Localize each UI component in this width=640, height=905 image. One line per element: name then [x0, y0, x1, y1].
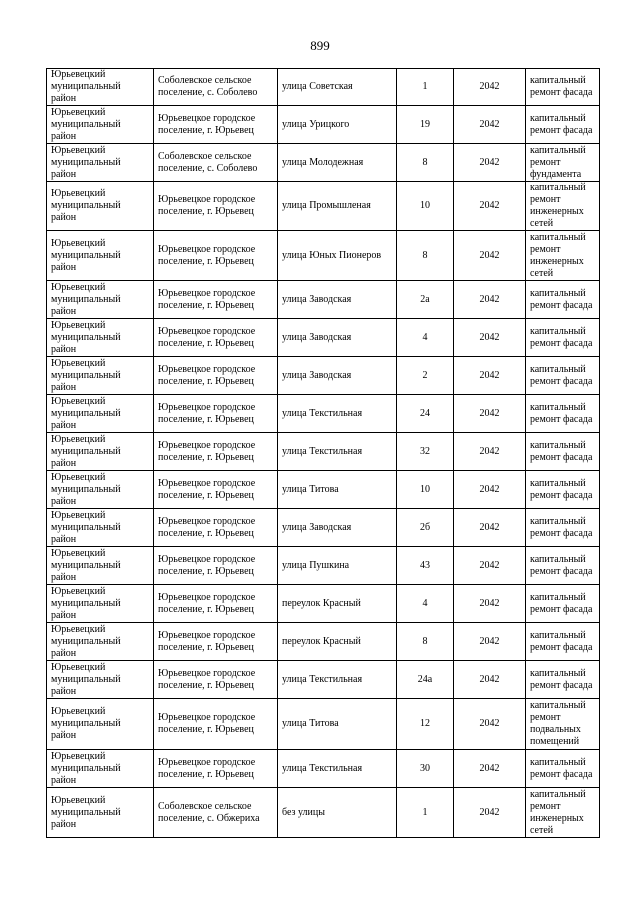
district-cell-text: Юрьевецкий муниципальный район	[51, 433, 121, 469]
district-cell-text: Юрьевецкий муниципальный район	[51, 357, 121, 393]
work-type-cell	[526, 281, 600, 319]
year-cell-text: 2042	[479, 673, 500, 685]
table-row	[47, 182, 600, 231]
street-cell	[278, 395, 397, 433]
settlement-cell-text: Юрьевецкое городское поселение, г. Юрьевец	[158, 194, 256, 217]
work-type-cell	[526, 623, 600, 661]
district-cell-text: Юрьевецкий муниципальный район	[51, 585, 121, 621]
settlement-cell-text: Юрьевецкое городское поселение, г. Юрьевец	[158, 553, 256, 577]
district-cell-text: Юрьевецкий муниципальный район	[51, 395, 121, 431]
settlement-cell	[154, 547, 278, 585]
settlement-cell-text: Соболевское сельское поселение, с. Соболево	[158, 150, 258, 174]
table-row	[47, 788, 600, 838]
settlement-cell	[154, 395, 278, 433]
table-row	[47, 433, 600, 471]
district-cell	[47, 623, 154, 661]
district-cell	[47, 750, 154, 788]
year-cell-text: 2042	[479, 293, 500, 305]
work-type-cell	[526, 471, 600, 509]
settlement-cell-text: Юрьевецкое городское поселение, г. Юрьевец	[158, 287, 256, 311]
house-number-cell-text: 12	[420, 718, 430, 729]
table-row	[47, 471, 600, 509]
house-number-cell-text: 1	[422, 806, 428, 818]
work-type-cell	[526, 144, 600, 182]
year-cell-text: 2042	[479, 559, 500, 571]
house-number-cell-text: 8	[422, 249, 428, 261]
work-type-cell	[526, 750, 600, 788]
table-row	[47, 509, 600, 547]
table-row	[47, 661, 600, 699]
house-number-cell-text: 8	[422, 156, 428, 168]
year-cell-text: 2042	[479, 407, 500, 419]
settlement-cell	[154, 281, 278, 319]
settlement-cell	[154, 471, 278, 509]
table-row	[47, 144, 600, 182]
table-row	[47, 585, 600, 623]
house-number-cell-text: 1	[422, 81, 428, 92]
year-cell	[454, 788, 526, 838]
settlement-cell-text: Юрьевецкое городское поселение, г. Юрьевец	[158, 712, 256, 735]
street-cell-text: улица Заводская	[282, 369, 352, 381]
street-cell	[278, 547, 397, 585]
house-number-cell	[397, 699, 454, 750]
street-cell-text: улица Текстильная	[282, 673, 363, 685]
settlement-cell	[154, 182, 278, 231]
year-cell-text: 2042	[479, 118, 500, 130]
work-type-cell	[526, 547, 600, 585]
street-cell-text: улица Текстильная	[282, 407, 363, 419]
settlement-cell	[154, 433, 278, 471]
district-cell-text: Юрьевецкий муниципальный район	[51, 794, 121, 830]
house-number-cell-text: 2б	[419, 521, 431, 533]
year-cell	[454, 144, 526, 182]
year-cell-text: 2042	[479, 521, 500, 533]
work-type-cell	[526, 585, 600, 623]
work-type-cell-text: капитальный ремонт фасада	[530, 515, 593, 539]
house-number-cell	[397, 750, 454, 788]
year-cell	[454, 395, 526, 433]
settlement-cell	[154, 144, 278, 182]
work-type-cell-text: капитальный ремонт фасада	[530, 756, 593, 780]
table-row	[47, 547, 600, 585]
year-cell	[454, 231, 526, 281]
table-row	[47, 231, 600, 281]
work-type-cell	[526, 106, 600, 144]
year-cell	[454, 623, 526, 661]
work-type-cell-text: капитальный ремонт фасада	[530, 112, 593, 136]
work-type-cell	[526, 182, 600, 231]
table-row	[47, 357, 600, 395]
settlement-cell-text: Юрьевецкое городское поселение, г. Юрьевец	[158, 629, 256, 653]
settlement-cell-text: Юрьевецкое городское поселение, г. Юрьевец	[158, 667, 256, 691]
work-type-cell	[526, 433, 600, 471]
year-cell-text: 2042	[479, 200, 500, 211]
house-number-cell-text: 30	[420, 762, 430, 774]
year-cell-text: 2042	[479, 81, 500, 92]
street-cell	[278, 231, 397, 281]
district-cell	[47, 231, 154, 281]
house-number-cell	[397, 106, 454, 144]
settlement-cell-text: Юрьевецкое городское поселение, г. Юрьевец	[158, 477, 256, 501]
table-row	[47, 699, 600, 750]
district-cell	[47, 788, 154, 838]
house-number-cell	[397, 433, 454, 471]
district-cell	[47, 281, 154, 319]
district-cell	[47, 699, 154, 750]
settlement-cell	[154, 788, 278, 838]
table-row	[47, 395, 600, 433]
settlement-cell	[154, 699, 278, 750]
work-type-cell-text: капитальный ремонт фасада	[530, 75, 593, 98]
year-cell	[454, 585, 526, 623]
street-cell-text: улица Заводская	[282, 331, 352, 343]
work-type-cell-text: капитальный ремонт инженерных сетей	[530, 231, 586, 279]
settlement-cell-text: Юрьевецкое городское поселение, г. Юрьевец	[158, 401, 256, 425]
district-cell-text: Юрьевецкий муниципальный район	[51, 547, 121, 583]
settlement-cell-text: Юрьевецкое городское поселение, г. Юрьевец	[158, 243, 256, 267]
year-cell	[454, 281, 526, 319]
house-number-cell	[397, 144, 454, 182]
table-body	[47, 69, 600, 838]
street-cell	[278, 106, 397, 144]
settlement-cell	[154, 661, 278, 699]
settlement-cell	[154, 357, 278, 395]
work-type-cell-text: капитальный ремонт фасада	[530, 477, 593, 501]
house-number-cell-text: 2	[422, 369, 428, 381]
settlement-cell	[154, 585, 278, 623]
table-row	[47, 319, 600, 357]
year-cell-text: 2042	[479, 718, 500, 729]
work-type-cell-text: капитальный ремонт инженерных сетей	[530, 182, 586, 229]
street-cell-text: улица Текстильная	[282, 445, 363, 457]
year-cell	[454, 471, 526, 509]
settlement-cell-text: Юрьевецкое городское поселение, г. Юрьевец	[158, 756, 256, 780]
district-cell	[47, 547, 154, 585]
house-number-cell-text: 43	[420, 559, 430, 571]
work-type-cell	[526, 357, 600, 395]
house-number-cell	[397, 231, 454, 281]
year-cell	[454, 69, 526, 106]
district-cell-text: Юрьевецкий муниципальный район	[51, 706, 121, 741]
house-number-cell-text: 24а	[417, 673, 433, 685]
year-cell-text: 2042	[479, 156, 500, 168]
house-number-cell	[397, 661, 454, 699]
work-type-cell-text: капитальный ремонт фасада	[530, 629, 593, 653]
street-cell	[278, 750, 397, 788]
page-number: 899	[310, 38, 330, 53]
settlement-cell	[154, 509, 278, 547]
house-number-cell-text: 32	[420, 445, 430, 457]
work-type-cell-text: капитальный ремонт фасада	[530, 553, 593, 577]
year-cell	[454, 357, 526, 395]
street-cell	[278, 585, 397, 623]
settlement-cell-text: Юрьевецкое городское поселение, г. Юрьевец	[158, 112, 256, 136]
district-cell-text: Юрьевецкий муниципальный район	[51, 319, 121, 355]
year-cell-text: 2042	[479, 331, 500, 343]
street-cell	[278, 319, 397, 357]
district-cell-text: Юрьевецкий муниципальный район	[51, 623, 121, 659]
settlement-cell-text: Юрьевецкое городское поселение, г. Юрьевец	[158, 325, 256, 349]
district-cell	[47, 661, 154, 699]
settlement-cell	[154, 750, 278, 788]
settlement-cell-text: Юрьевецкое городское поселение, г. Юрьевец	[158, 363, 256, 387]
house-number-cell-text: 19	[420, 118, 430, 130]
settlement-cell-text: Соболевское сельское поселение, с. Обжериха	[158, 800, 260, 824]
district-cell	[47, 106, 154, 144]
year-cell-text: 2042	[479, 249, 500, 261]
house-number-cell-text: 8	[422, 635, 428, 647]
work-type-cell	[526, 699, 600, 750]
street-cell	[278, 69, 397, 106]
work-type-cell-text: капитальный ремонт фасада	[530, 325, 593, 349]
street-cell	[278, 509, 397, 547]
street-cell-text: улица Советская	[282, 81, 353, 92]
year-cell-text: 2042	[479, 445, 500, 457]
district-cell-text: Юрьевецкий муниципальный район	[51, 188, 121, 223]
settlement-cell-text: Юрьевецкое городское поселение, г. Юрьевец	[158, 591, 256, 615]
table-row	[47, 750, 600, 788]
street-cell-text: переулок Красный	[282, 635, 361, 647]
street-cell-text: улица Юных Пионеров	[282, 249, 382, 261]
year-cell-text: 2042	[479, 806, 500, 818]
work-type-cell-text: капитальный ремонт инженерных сетей	[530, 788, 586, 836]
district-cell	[47, 509, 154, 547]
house-number-cell	[397, 788, 454, 838]
work-type-cell	[526, 788, 600, 838]
district-cell	[47, 433, 154, 471]
table-row	[47, 623, 600, 661]
district-cell	[47, 357, 154, 395]
street-cell-text: улица Текстильная	[282, 762, 363, 774]
street-cell	[278, 661, 397, 699]
street-cell	[278, 699, 397, 750]
district-cell	[47, 585, 154, 623]
year-cell	[454, 319, 526, 357]
street-cell-text: улица Заводская	[282, 521, 352, 533]
house-number-cell-text: 24	[420, 407, 430, 419]
district-cell-text: Юрьевецкий муниципальный район	[51, 661, 121, 697]
year-cell	[454, 547, 526, 585]
house-number-cell	[397, 69, 454, 106]
settlement-cell-text: Юрьевецкое городское поселение, г. Юрьевец	[158, 515, 256, 539]
year-cell-text: 2042	[479, 762, 500, 774]
street-cell-text: улица Пушкина	[282, 559, 350, 571]
year-cell	[454, 433, 526, 471]
street-cell-text: улица Заводская	[282, 293, 352, 305]
district-cell-text: Юрьевецкий муниципальный район	[51, 144, 121, 180]
street-cell	[278, 623, 397, 661]
district-cell-text: Юрьевецкий муниципальный район	[51, 509, 121, 545]
house-number-cell	[397, 395, 454, 433]
work-type-cell	[526, 319, 600, 357]
street-cell-text: улица Титова	[282, 483, 339, 495]
settlement-cell	[154, 106, 278, 144]
table-row	[47, 281, 600, 319]
year-cell	[454, 106, 526, 144]
work-type-cell-text: капитальный ремонт подвальных помещений	[530, 700, 586, 747]
year-cell	[454, 661, 526, 699]
district-cell-text: Юрьевецкий муниципальный район	[51, 750, 121, 786]
street-cell-text: улица Титова	[282, 718, 339, 729]
district-cell-text: Юрьевецкий муниципальный район	[51, 69, 121, 104]
street-cell	[278, 281, 397, 319]
settlement-cell-text: Соболевское сельское поселение, с. Соболево	[158, 75, 258, 98]
district-cell	[47, 395, 154, 433]
settlement-cell	[154, 231, 278, 281]
work-type-cell	[526, 509, 600, 547]
street-cell-text: без улицы	[282, 806, 325, 818]
house-number-cell	[397, 509, 454, 547]
district-cell	[47, 69, 154, 106]
house-number-cell	[397, 182, 454, 231]
work-type-cell-text: капитальный ремонт фасада	[530, 439, 593, 463]
year-cell-text: 2042	[479, 369, 500, 381]
district-cell	[47, 471, 154, 509]
year-cell-text: 2042	[479, 483, 500, 495]
work-type-cell	[526, 231, 600, 281]
year-cell	[454, 750, 526, 788]
house-number-cell-text: 10	[420, 483, 430, 495]
table-row	[47, 69, 600, 106]
house-number-cell	[397, 471, 454, 509]
work-type-cell-text: капитальный ремонт фасада	[530, 591, 593, 615]
work-type-cell	[526, 395, 600, 433]
year-cell-text: 2042	[479, 597, 500, 609]
table-row	[47, 106, 600, 144]
house-number-cell	[397, 585, 454, 623]
year-cell	[454, 509, 526, 547]
buildings-table	[46, 68, 600, 838]
year-cell	[454, 182, 526, 231]
district-cell-text: Юрьевецкий муниципальный район	[51, 106, 121, 142]
district-cell-text: Юрьевецкий муниципальный район	[51, 471, 121, 507]
house-number-cell-text: 10	[420, 200, 430, 211]
work-type-cell	[526, 661, 600, 699]
street-cell-text: переулок Красный	[282, 597, 361, 609]
house-number-cell	[397, 547, 454, 585]
district-cell	[47, 144, 154, 182]
house-number-cell	[397, 281, 454, 319]
work-type-cell-text: капитальный ремонт фасада	[530, 287, 593, 311]
settlement-cell	[154, 319, 278, 357]
street-cell	[278, 182, 397, 231]
work-type-cell	[526, 69, 600, 106]
work-type-cell-text: капитальный ремонт фасада	[530, 401, 593, 425]
street-cell	[278, 144, 397, 182]
district-cell-text: Юрьевецкий муниципальный район	[51, 281, 121, 317]
street-cell-text: улица Урицкого	[282, 118, 350, 130]
district-cell	[47, 319, 154, 357]
house-number-cell	[397, 319, 454, 357]
street-cell	[278, 357, 397, 395]
house-number-cell	[397, 623, 454, 661]
house-number-cell-text: 2а	[420, 293, 430, 305]
street-cell	[278, 471, 397, 509]
work-type-cell-text: капитальный ремонт фасада	[530, 363, 593, 387]
street-cell	[278, 433, 397, 471]
house-number-cell	[397, 357, 454, 395]
settlement-cell-text: Юрьевецкое городское поселение, г. Юрьевец	[158, 439, 256, 463]
house-number-cell-text: 4	[422, 597, 428, 609]
house-number-cell-text: 4	[422, 331, 428, 343]
street-cell-text: улица Промышленая	[282, 200, 371, 211]
year-cell	[454, 699, 526, 750]
district-cell-text: Юрьевецкий муниципальный район	[51, 237, 121, 273]
year-cell-text: 2042	[479, 635, 500, 647]
district-cell	[47, 182, 154, 231]
work-type-cell-text: капитальный ремонт фасада	[530, 667, 593, 691]
settlement-cell	[154, 623, 278, 661]
street-cell-text: улица Молодежная	[282, 156, 364, 168]
street-cell	[278, 788, 397, 838]
settlement-cell	[154, 69, 278, 106]
work-type-cell-text: капитальный ремонт фундамента	[530, 144, 586, 180]
